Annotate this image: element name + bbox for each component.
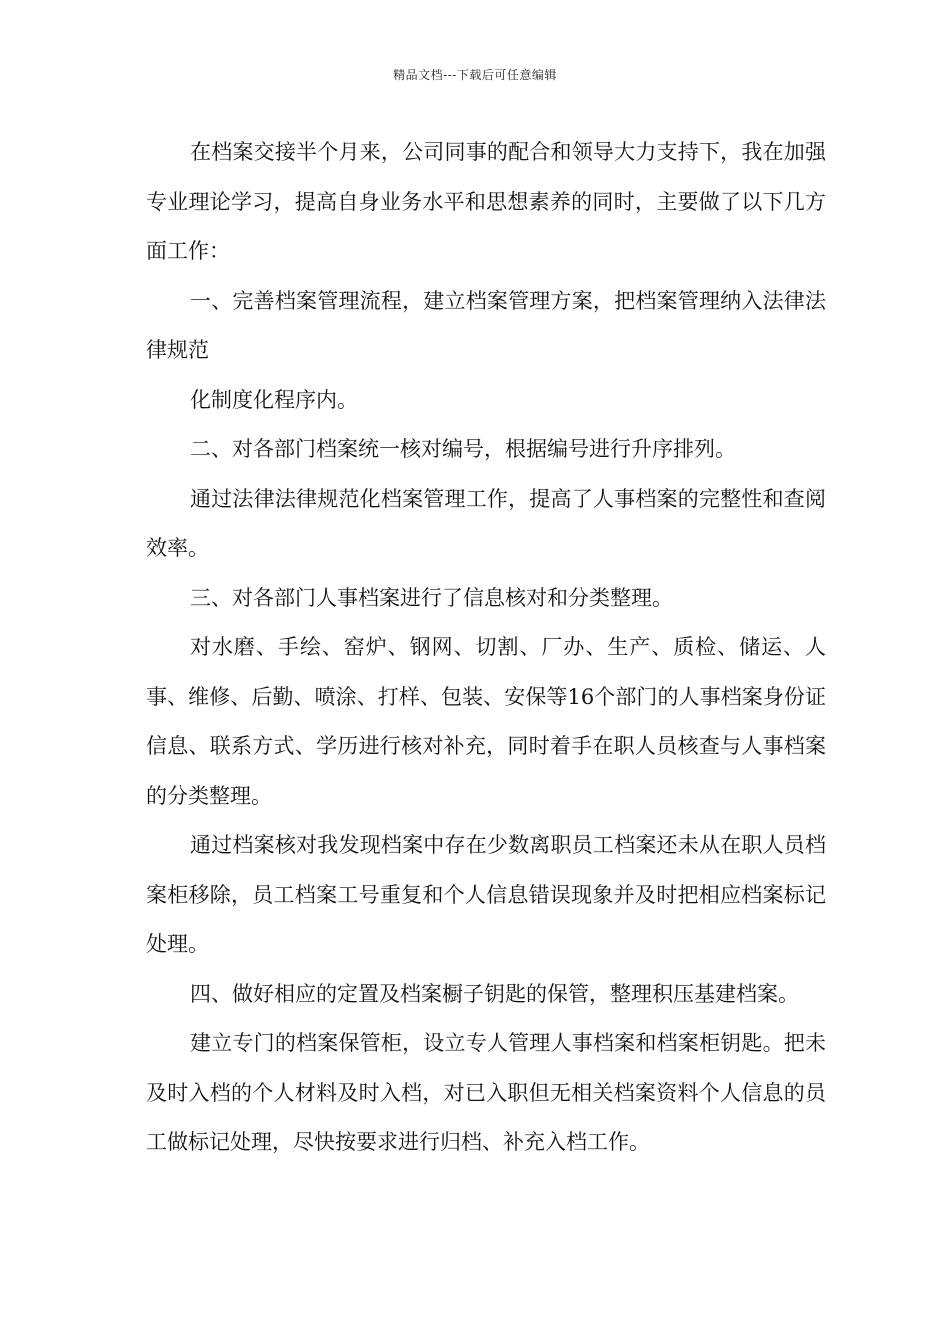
- paragraph-2: 一、完善档案管理流程，建立档案管理方案，把档案管理纳入法律法律规范: [146, 288, 826, 362]
- paragraph-9: 四、做好相应的定置及档案橱子钥匙的保管，整理积压基建档案。: [190, 981, 799, 1006]
- paragraph-5: 通过法律法律规范化档案管理工作，提高了人事档案的完整性和查阅效率。: [146, 486, 826, 560]
- paragraph-6: 三、对各部门人事档案进行了信息核对和分类整理。: [190, 585, 673, 610]
- paragraph-4: 二、对各部门档案统一核对编号，根据编号进行升序排列。: [190, 437, 736, 461]
- paragraph-7: 对水磨、手绘、窑炉、钢网、切割、厂办、生产、质检、储运、人事、维修、后勤、喷涂、打样、包装、安保等16个部门的人事档案身份证信息、联系方式、学历进行核对补充，同时着手在职人员核查与人事档案的分类整理。: [146, 635, 826, 808]
- paragraph-10: 建立专门的档案保管柜，设立专人管理人事档案和档案柜钥匙。把未及时入档的个人材料及时入档，对已入职但无相关档案资料个人信息的员工做标记处理，尽快按要求进行归档、补充入档工作。: [146, 1031, 826, 1154]
- paragraph-1: 在档案交接半个月来，公司同事的配合和领导大力支持下，我在加强专业理论学习，提高自身业务水平和思想素养的同时，主要做了以下几方面工作：: [146, 140, 826, 263]
- paragraph-8: 通过档案核对我发现档案中存在少数离职员工档案还未从在职人员档案柜移除，员工档案工号重复和个人信息错误现象并及时把相应档案标记处理。: [146, 833, 826, 956]
- document-body: [146, 128, 826, 1168]
- header-note: 精品文档---下载后可任意编辑: [393, 68, 557, 82]
- paragraph-3: 化制度化程序内。: [190, 387, 358, 412]
